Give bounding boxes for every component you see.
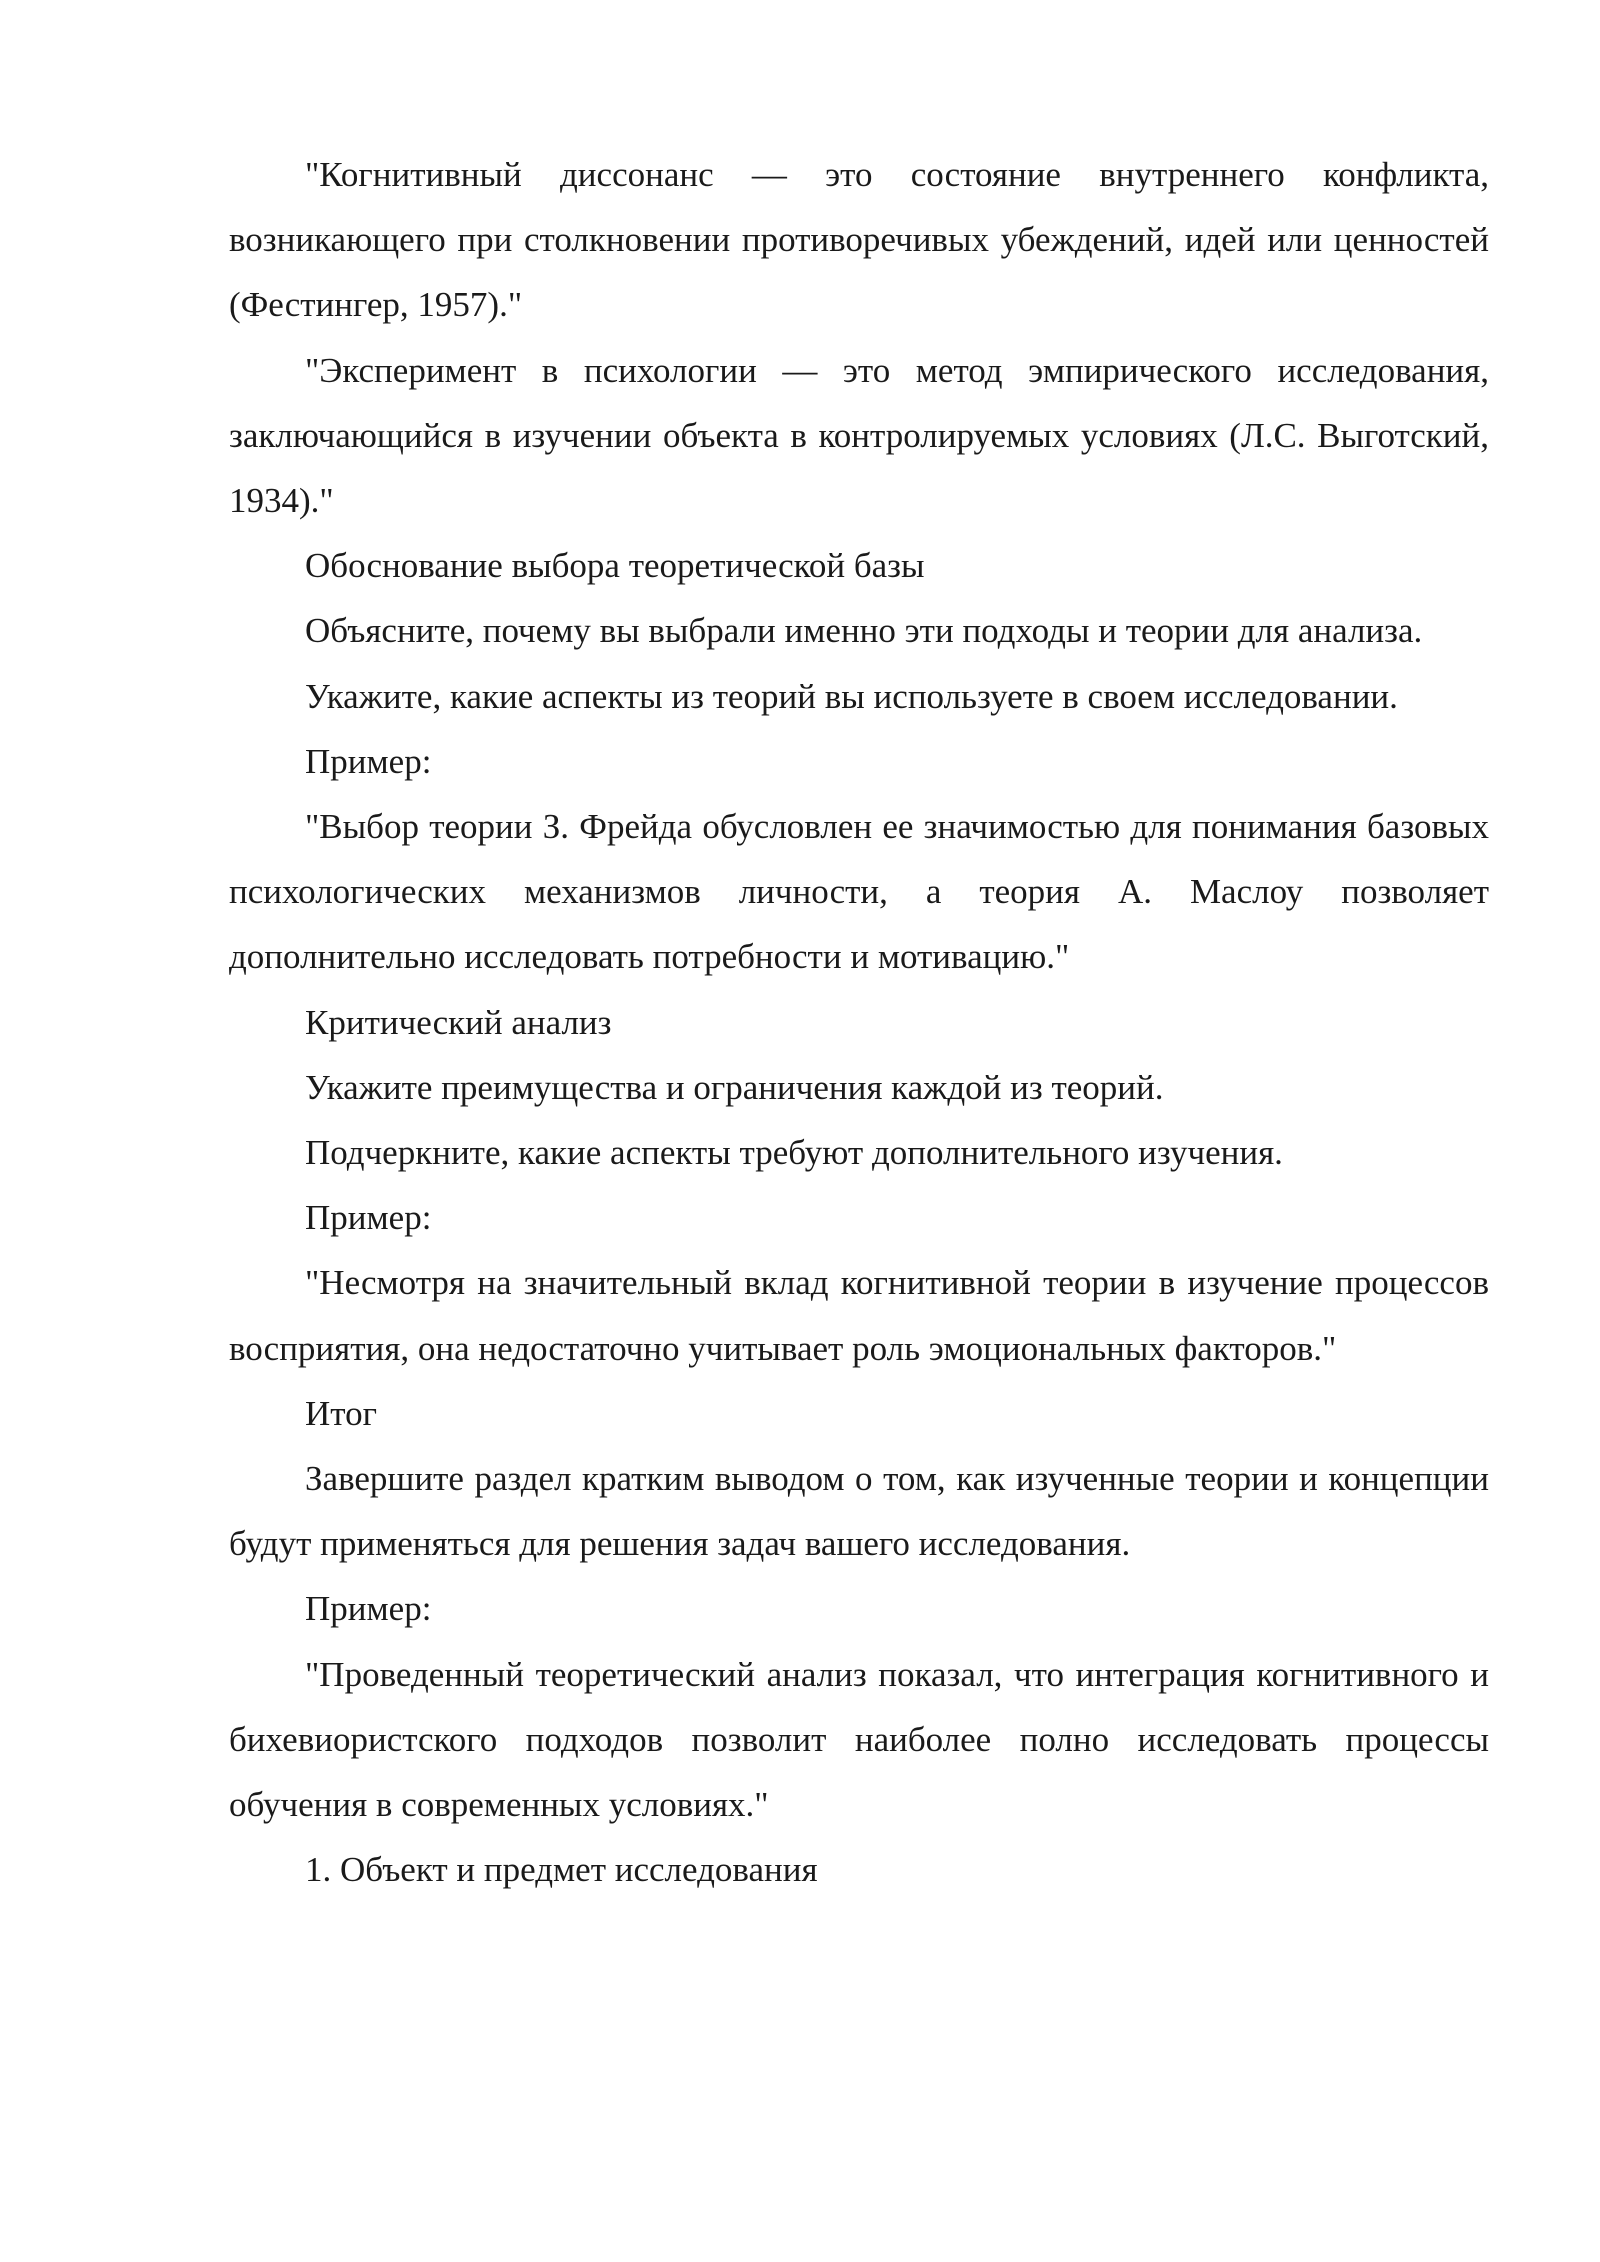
- instruction-conclusion: Завершите раздел кратким выводом о том, как изученные теории и концепции будут применяться для решения задач вашего исследования.: [229, 1459, 1489, 1564]
- example-label: Пример:: [305, 741, 432, 781]
- heading-critical-analysis: Критический анализ: [305, 1002, 612, 1042]
- quote-experiment: "Эксперимент в психологии — это метод эмпирического исследования, заключающийся в изучении объекта в контролируемых условиях (Л.С. Выготский, 1934).": [229, 350, 1489, 521]
- heading-object-subject: 1. Объект и предмет исследования: [305, 1850, 818, 1890]
- example-label: Пример:: [305, 1198, 432, 1238]
- example-label: Пример:: [305, 1589, 432, 1629]
- example-cognitive-theory: "Несмотря на значительный вклад когнитивной теории в изучение процессов восприятия, она недостаточно учитывает роль эмоциональных факторов.": [229, 1263, 1489, 1368]
- example-integration: "Проведенный теоретический анализ показал, что интеграция когнитивного и бихевиористского подходов позволит наиболее полно исследовать процессы обучения в современных условиях.": [229, 1654, 1489, 1825]
- heading-theory-justification: Обоснование выбора теоретической базы: [305, 546, 925, 586]
- instruction-explain-choice: Объясните, почему вы выбрали именно эти подходы и теории для анализа.: [305, 611, 1423, 651]
- example-freud-maslow: "Выбор теории З. Фрейда обусловлен ее значимостью для понимания базовых психологических механизмов личности, а теория А. Маслоу позволяет дополнительно исследовать потребности и мотивацию.": [229, 807, 1489, 977]
- instruction-aspects-used: Укажите, какие аспекты из теорий вы используете в своем исследовании.: [305, 676, 1398, 716]
- heading-summary: Итог: [305, 1393, 377, 1433]
- quote-cognitive-dissonance: "Когнитивный диссонанс — это состояние внутреннего конфликта, возникающего при столкновении противоречивых убеждений, идей или ценностей (Фестингер, 1957).": [229, 155, 1489, 325]
- document-body: [229, 142, 1489, 1902]
- instruction-pros-cons: Укажите преимущества и ограничения каждой из теорий.: [305, 1067, 1164, 1107]
- instruction-further-study: Подчеркните, какие аспекты требуют дополнительного изучения.: [305, 1133, 1283, 1173]
